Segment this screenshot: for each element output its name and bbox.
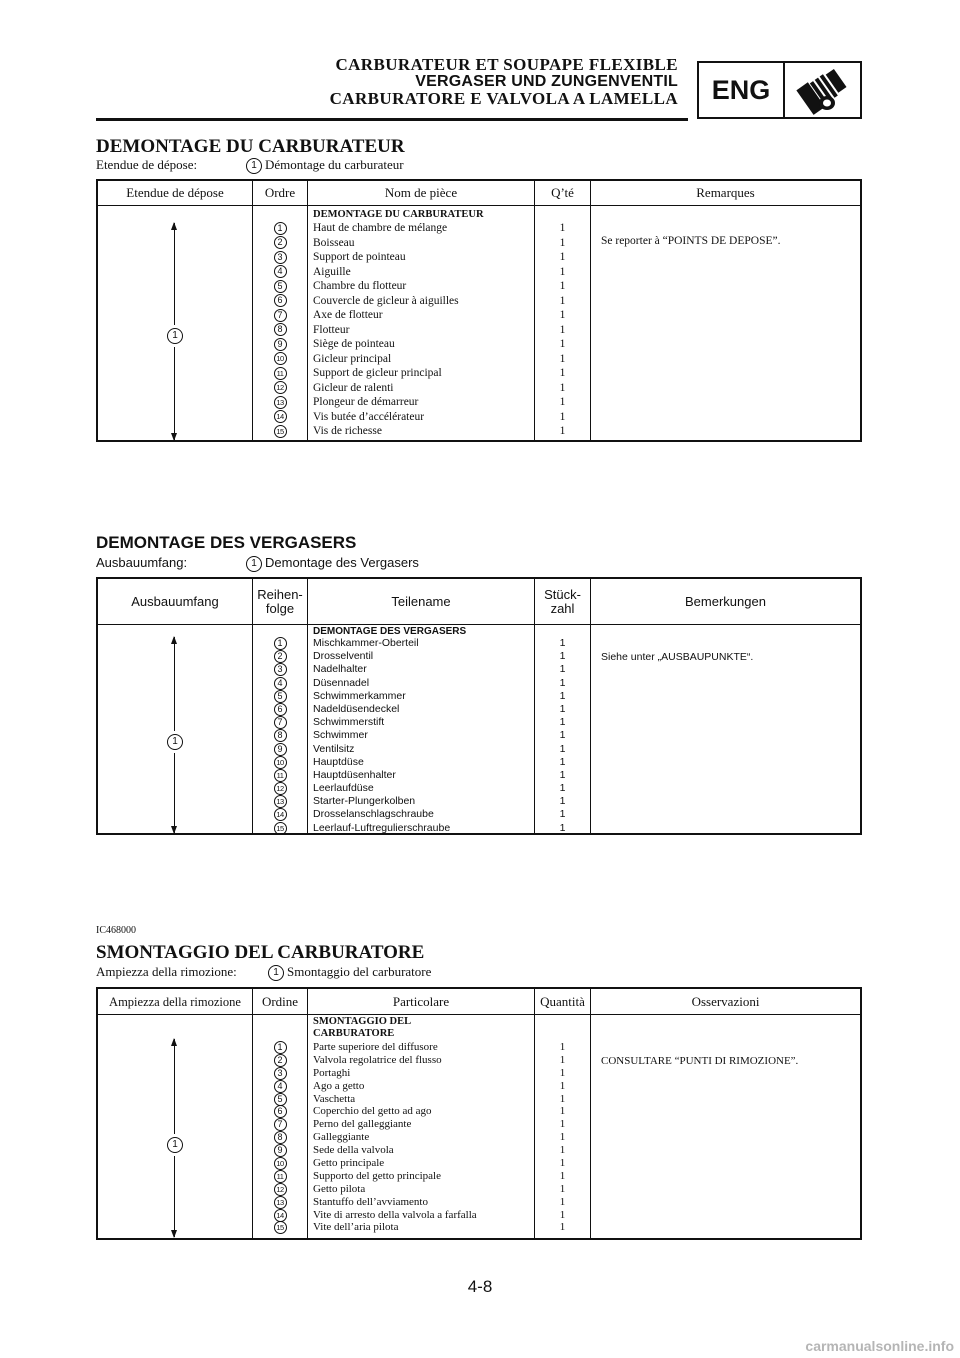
circled-number: 4	[274, 265, 287, 278]
remark-text: CONSULTARE “PUNTI DI RIMOZIONE”.	[601, 1055, 799, 1067]
order-column	[253, 637, 307, 835]
circled-number: 1	[274, 637, 287, 650]
chapter-title-de: VERGASER UND ZUNGENVENTIL	[415, 73, 678, 90]
item-qty: 1	[559, 367, 566, 379]
scope-number: 1	[246, 158, 262, 174]
item-qty: 1	[559, 338, 566, 350]
circled-number: 8	[274, 1131, 287, 1144]
scope-number: 1	[268, 965, 284, 981]
circled-number: 12	[274, 381, 287, 394]
item-qty: 1	[559, 729, 566, 742]
circled-number: 1	[274, 1041, 287, 1054]
item-qty: 1	[559, 309, 566, 321]
header-order: Ordine	[261, 993, 299, 1009]
header-scope: Ampiezza della rimozione	[109, 994, 241, 1009]
circled-number: 15	[274, 1221, 287, 1234]
item-order-number	[253, 1105, 307, 1118]
header-remarks: Osservazioni	[691, 993, 760, 1009]
item-qty: 1	[559, 676, 566, 689]
item-part-name: Hauptdüsenhalter	[313, 768, 396, 781]
circled-number: 4	[274, 1080, 287, 1093]
item-qty: 1	[559, 381, 566, 394]
item-part-name: Coperchio del getto ad ago	[313, 1105, 432, 1118]
item-qty: 1	[559, 1195, 566, 1208]
item-part-name: Gicleur de ralenti	[313, 381, 394, 394]
circled-number: 6	[274, 1105, 287, 1118]
circled-number: 4	[274, 677, 287, 690]
item-order-number	[253, 808, 307, 821]
chapter-title-it: CARBURATORE E VALVOLA A LAMELLA	[329, 89, 678, 108]
circled-number: 7	[274, 309, 287, 322]
item-order-number	[253, 236, 307, 251]
item-part-name: Support de gicleur principal	[313, 367, 442, 379]
item-part-name: Drosselanschlagschraube	[313, 808, 434, 821]
header-qty: Q’té	[551, 185, 574, 200]
header-part-name: Teilename	[391, 593, 451, 609]
item-order-number	[253, 1183, 307, 1196]
item-part-name: Leerlauf-Luftregulierschraube	[313, 821, 451, 834]
item-part-name: Vis butée d’accélérateur	[313, 410, 425, 423]
item-qty: 1	[559, 1041, 566, 1053]
item-qty: 1	[559, 689, 566, 702]
section-title-it: SMONTAGGIO DEL CARBURATORE	[96, 942, 425, 963]
item-qty: 1	[559, 742, 566, 755]
item-order-number	[253, 1054, 307, 1067]
circled-number: 6	[274, 294, 287, 307]
item-part-name: Vite di arresto della valvola a farfalla	[313, 1208, 477, 1221]
item-part-name: Flotteur	[313, 323, 350, 336]
section-title-fr: DEMONTAGE DU CARBURATEUR	[96, 136, 405, 157]
item-order-number	[253, 424, 307, 439]
part-name-column	[313, 1041, 477, 1234]
item-part-name: Getto principale	[313, 1157, 385, 1170]
scope-text: Smontaggio del carburatore	[287, 964, 432, 979]
circled-number: 5	[274, 1093, 287, 1106]
item-qty: 1	[559, 236, 566, 249]
scope-line-fr	[96, 157, 404, 173]
item-order-number	[253, 221, 307, 236]
header-scope: Etendue de dépose	[126, 185, 224, 200]
parts-table-de	[96, 577, 862, 835]
item-order-number	[253, 1221, 307, 1234]
item-part-name: Hauptdüse	[313, 755, 364, 768]
item-qty: 1	[559, 352, 566, 365]
item-part-name: Vis de richesse	[313, 425, 382, 437]
header-scope: Ausbauumfang	[131, 593, 219, 609]
item-part-name: Plongeur de démarreur	[313, 396, 419, 408]
circled-number: 3	[274, 251, 287, 264]
parts-table-it	[96, 987, 862, 1240]
circled-number: 9	[274, 338, 287, 351]
item-qty: 1	[559, 1053, 566, 1066]
section-title-de: DEMONTAGE DES VERGASERS	[96, 533, 357, 552]
item-qty: 1	[559, 251, 566, 263]
item-qty: 1	[559, 755, 566, 768]
circled-number: 12	[274, 782, 287, 795]
item-order-number	[253, 1196, 307, 1209]
circled-number: 14	[274, 808, 287, 821]
item-qty: 1	[559, 782, 566, 795]
header-order: Reihen- folge	[257, 586, 303, 616]
group-title: SMONTAGGIO DEL CARBURATORE	[313, 1016, 412, 1039]
parts-table-fr	[96, 179, 862, 442]
scope-line-it	[96, 964, 432, 980]
circled-number: 2	[274, 236, 287, 249]
item-order-number	[253, 743, 307, 756]
item-part-name: Starter-Plungerkolben	[313, 795, 416, 808]
item-order-number	[253, 822, 307, 835]
circled-number: 1	[274, 222, 287, 235]
circled-number: 9	[274, 743, 287, 756]
circled-number: 13	[274, 795, 287, 808]
item-part-name: Portaghi	[313, 1066, 351, 1079]
item-part-name: Chambre du flotteur	[313, 280, 407, 292]
chapter-titles	[330, 56, 678, 107]
header-part-name: Nom de pièce	[384, 185, 458, 200]
range-mark	[167, 325, 186, 347]
item-part-name: Vite dell’aria pilota	[313, 1221, 399, 1234]
circled-number: 13	[274, 396, 287, 409]
group-title: DEMONTAGE DU CARBURATEUR	[313, 209, 484, 220]
remark-text: Siehe unter „AUSBAUPUNKTE“.	[601, 651, 754, 663]
circled-number: 3	[274, 663, 287, 676]
item-qty: 1	[559, 280, 566, 292]
scope-value	[268, 964, 431, 981]
scope-label: Etendue de dépose:	[96, 157, 198, 172]
item-part-name: Getto pilota	[313, 1182, 366, 1195]
item-order-number	[253, 250, 307, 265]
item-qty: 1	[559, 808, 566, 821]
item-part-name: Schwimmer	[313, 729, 368, 742]
circled-number: 14	[274, 410, 287, 423]
circled-number: 10	[274, 1157, 287, 1170]
header-rule	[96, 118, 688, 121]
item-qty: 1	[559, 768, 566, 781]
item-qty: 1	[559, 396, 566, 408]
header-qty: Quantità	[540, 993, 585, 1009]
page-number: 4-8	[467, 1277, 493, 1296]
scope-value	[246, 555, 419, 572]
chapter-title-fr: CARBURATEUR ET SOUPAPE FLEXIBLE	[335, 55, 678, 74]
item-part-name: Haut de chambre de mélange	[313, 222, 448, 234]
qty-column	[535, 1041, 590, 1234]
scope-line-de	[96, 555, 419, 570]
item-order-number	[253, 769, 307, 782]
item-qty: 1	[559, 702, 566, 715]
circled-number: 13	[274, 1196, 287, 1209]
item-order-number	[253, 279, 307, 294]
item-qty: 1	[559, 410, 566, 423]
item-qty: 1	[559, 323, 566, 336]
item-part-name: Parte superiore del diffusore	[313, 1041, 438, 1053]
item-part-name: Sede della valvola	[313, 1144, 394, 1157]
item-qty: 1	[559, 1092, 566, 1105]
range-mark-number: 1	[167, 1137, 183, 1153]
item-order-number	[253, 690, 307, 703]
range-mark	[167, 1134, 186, 1156]
header-order: Ordre	[264, 185, 296, 200]
qty-column	[535, 221, 590, 439]
circled-number: 10	[274, 756, 287, 769]
item-order-number	[253, 395, 307, 410]
group-title: DEMONTAGE DES VERGASERS	[313, 626, 467, 637]
item-order-number	[253, 1144, 307, 1157]
item-order-number	[253, 1067, 307, 1080]
circled-number: 10	[274, 352, 287, 365]
item-order-number	[253, 1170, 307, 1183]
item-order-number	[253, 729, 307, 742]
item-qty: 1	[559, 1208, 566, 1221]
section-badge-label: ENG	[699, 63, 785, 117]
item-qty: 1	[559, 1105, 566, 1118]
circled-number: 11	[274, 769, 287, 782]
item-qty: 1	[559, 1144, 566, 1157]
item-qty: 1	[559, 1182, 566, 1195]
item-order-number	[253, 410, 307, 425]
item-part-name: Düsennadel	[313, 676, 370, 689]
item-qty: 1	[559, 637, 566, 649]
circled-number: 15	[274, 822, 287, 835]
order-column	[253, 221, 307, 439]
item-order-number	[253, 1118, 307, 1131]
item-order-number	[253, 663, 307, 676]
item-part-name: Couvercle de gicleur à aiguilles	[313, 294, 459, 307]
watermark: carmanualsonline.info	[805, 1338, 954, 1354]
item-order-number	[253, 323, 307, 338]
part-name-column	[313, 221, 459, 439]
table-header	[98, 579, 860, 625]
item-part-name: Schwimmerstift	[313, 716, 385, 729]
item-qty: 1	[559, 294, 566, 307]
item-order-number	[253, 352, 307, 367]
header-remarks: Remarques	[696, 185, 755, 200]
circled-number: 11	[274, 367, 287, 380]
item-order-number	[253, 366, 307, 381]
range-mark	[167, 731, 186, 753]
item-order-number	[253, 782, 307, 795]
item-part-name: Siège de pointeau	[313, 338, 395, 350]
item-order-number	[253, 756, 307, 769]
circled-number: 9	[274, 1144, 287, 1157]
circled-number: 2	[274, 1054, 287, 1067]
item-qty: 1	[559, 265, 566, 278]
item-part-name: Drosselventil	[313, 650, 374, 663]
item-order-number	[253, 1209, 307, 1222]
item-order-number	[253, 795, 307, 808]
circled-number: 14	[274, 1209, 287, 1222]
item-order-number	[253, 703, 307, 716]
reference-code: IC468000	[96, 925, 136, 936]
header-part-name: Particolare	[392, 993, 450, 1009]
circled-number: 7	[274, 1118, 287, 1131]
item-qty: 1	[559, 1221, 566, 1234]
header-remarks: Bemerkungen	[685, 593, 766, 609]
item-order-number	[253, 381, 307, 396]
item-part-name: Leerlaufdüse	[313, 782, 374, 795]
item-order-number	[253, 1093, 307, 1106]
circled-number: 5	[274, 690, 287, 703]
engine-piston-icon	[787, 65, 859, 115]
item-part-name: Stantuffo dell’avviamento	[313, 1195, 428, 1208]
part-name-column	[313, 637, 450, 835]
circled-number: 7	[274, 716, 287, 729]
item-part-name: Nadeldüsendeckel	[313, 702, 400, 715]
item-part-name: Galleggiante	[313, 1131, 370, 1144]
item-order-number	[253, 337, 307, 352]
qty-column	[535, 637, 590, 835]
item-order-number	[253, 650, 307, 663]
circled-number: 11	[274, 1170, 287, 1183]
circled-number: 8	[274, 729, 287, 742]
item-qty: 1	[559, 1079, 566, 1092]
item-order-number	[253, 294, 307, 309]
item-part-name: Aiguille	[313, 265, 351, 278]
item-part-name: Ventilsitz	[313, 742, 355, 755]
scope-label: Ausbauumfang:	[96, 555, 188, 570]
item-part-name: Ago a getto	[313, 1079, 365, 1092]
item-part-name: Valvola regolatrice del flusso	[313, 1053, 442, 1066]
item-part-name: Axe de flotteur	[313, 309, 383, 321]
item-qty: 1	[559, 650, 566, 663]
item-part-name: Vaschetta	[313, 1092, 356, 1105]
item-qty: 1	[559, 1131, 566, 1144]
item-part-name: Schwimmerkammer	[313, 689, 406, 702]
item-qty: 1	[559, 1066, 566, 1079]
table-header	[98, 181, 860, 206]
item-part-name: Support de pointeau	[313, 251, 406, 263]
item-order-number	[253, 1131, 307, 1144]
item-order-number	[253, 716, 307, 729]
scope-text: Demontage des Vergasers	[265, 555, 419, 570]
item-part-name: Mischkammer-Oberteil	[313, 637, 419, 649]
circled-number: 2	[274, 650, 287, 663]
item-order-number	[253, 1080, 307, 1093]
circled-number: 8	[274, 323, 287, 336]
range-mark-number: 1	[167, 328, 183, 344]
section-badge	[697, 61, 862, 119]
order-column	[253, 1041, 307, 1234]
item-qty: 1	[559, 1118, 566, 1131]
item-part-name: Boisseau	[313, 236, 355, 249]
item-order-number	[253, 1157, 307, 1170]
item-qty: 1	[559, 795, 566, 808]
table-header	[98, 989, 860, 1015]
item-qty: 1	[559, 1157, 566, 1170]
item-qty: 1	[559, 663, 566, 676]
circled-number: 5	[274, 280, 287, 293]
remark-text: Se reporter à “POINTS DE DEPOSE”.	[601, 235, 781, 247]
item-part-name: Perno del galleggiante	[313, 1118, 412, 1131]
item-qty: 1	[559, 716, 566, 729]
circled-number: 12	[274, 1183, 287, 1196]
item-qty: 1	[559, 425, 566, 437]
scope-number: 1	[246, 556, 262, 572]
item-qty: 1	[559, 821, 566, 834]
item-qty: 1	[559, 222, 566, 234]
item-part-name: Nadelhalter	[313, 663, 367, 676]
circled-number: 6	[274, 703, 287, 716]
scope-text: Démontage du carburateur	[265, 157, 404, 172]
circled-number: 15	[274, 425, 287, 438]
range-mark-number: 1	[167, 734, 183, 750]
circled-number: 3	[274, 1067, 287, 1080]
item-qty: 1	[559, 1169, 566, 1182]
header-qty: Stück- zahl	[544, 586, 581, 616]
item-order-number	[253, 265, 307, 280]
item-part-name: Gicleur principal	[313, 352, 392, 365]
item-order-number	[253, 308, 307, 323]
scope-label: Ampiezza della rimozione:	[96, 964, 237, 979]
item-order-number	[253, 1041, 307, 1054]
item-order-number	[253, 637, 307, 650]
item-order-number	[253, 677, 307, 690]
item-part-name: Supporto del getto principale	[313, 1169, 441, 1182]
scope-value	[246, 157, 404, 174]
